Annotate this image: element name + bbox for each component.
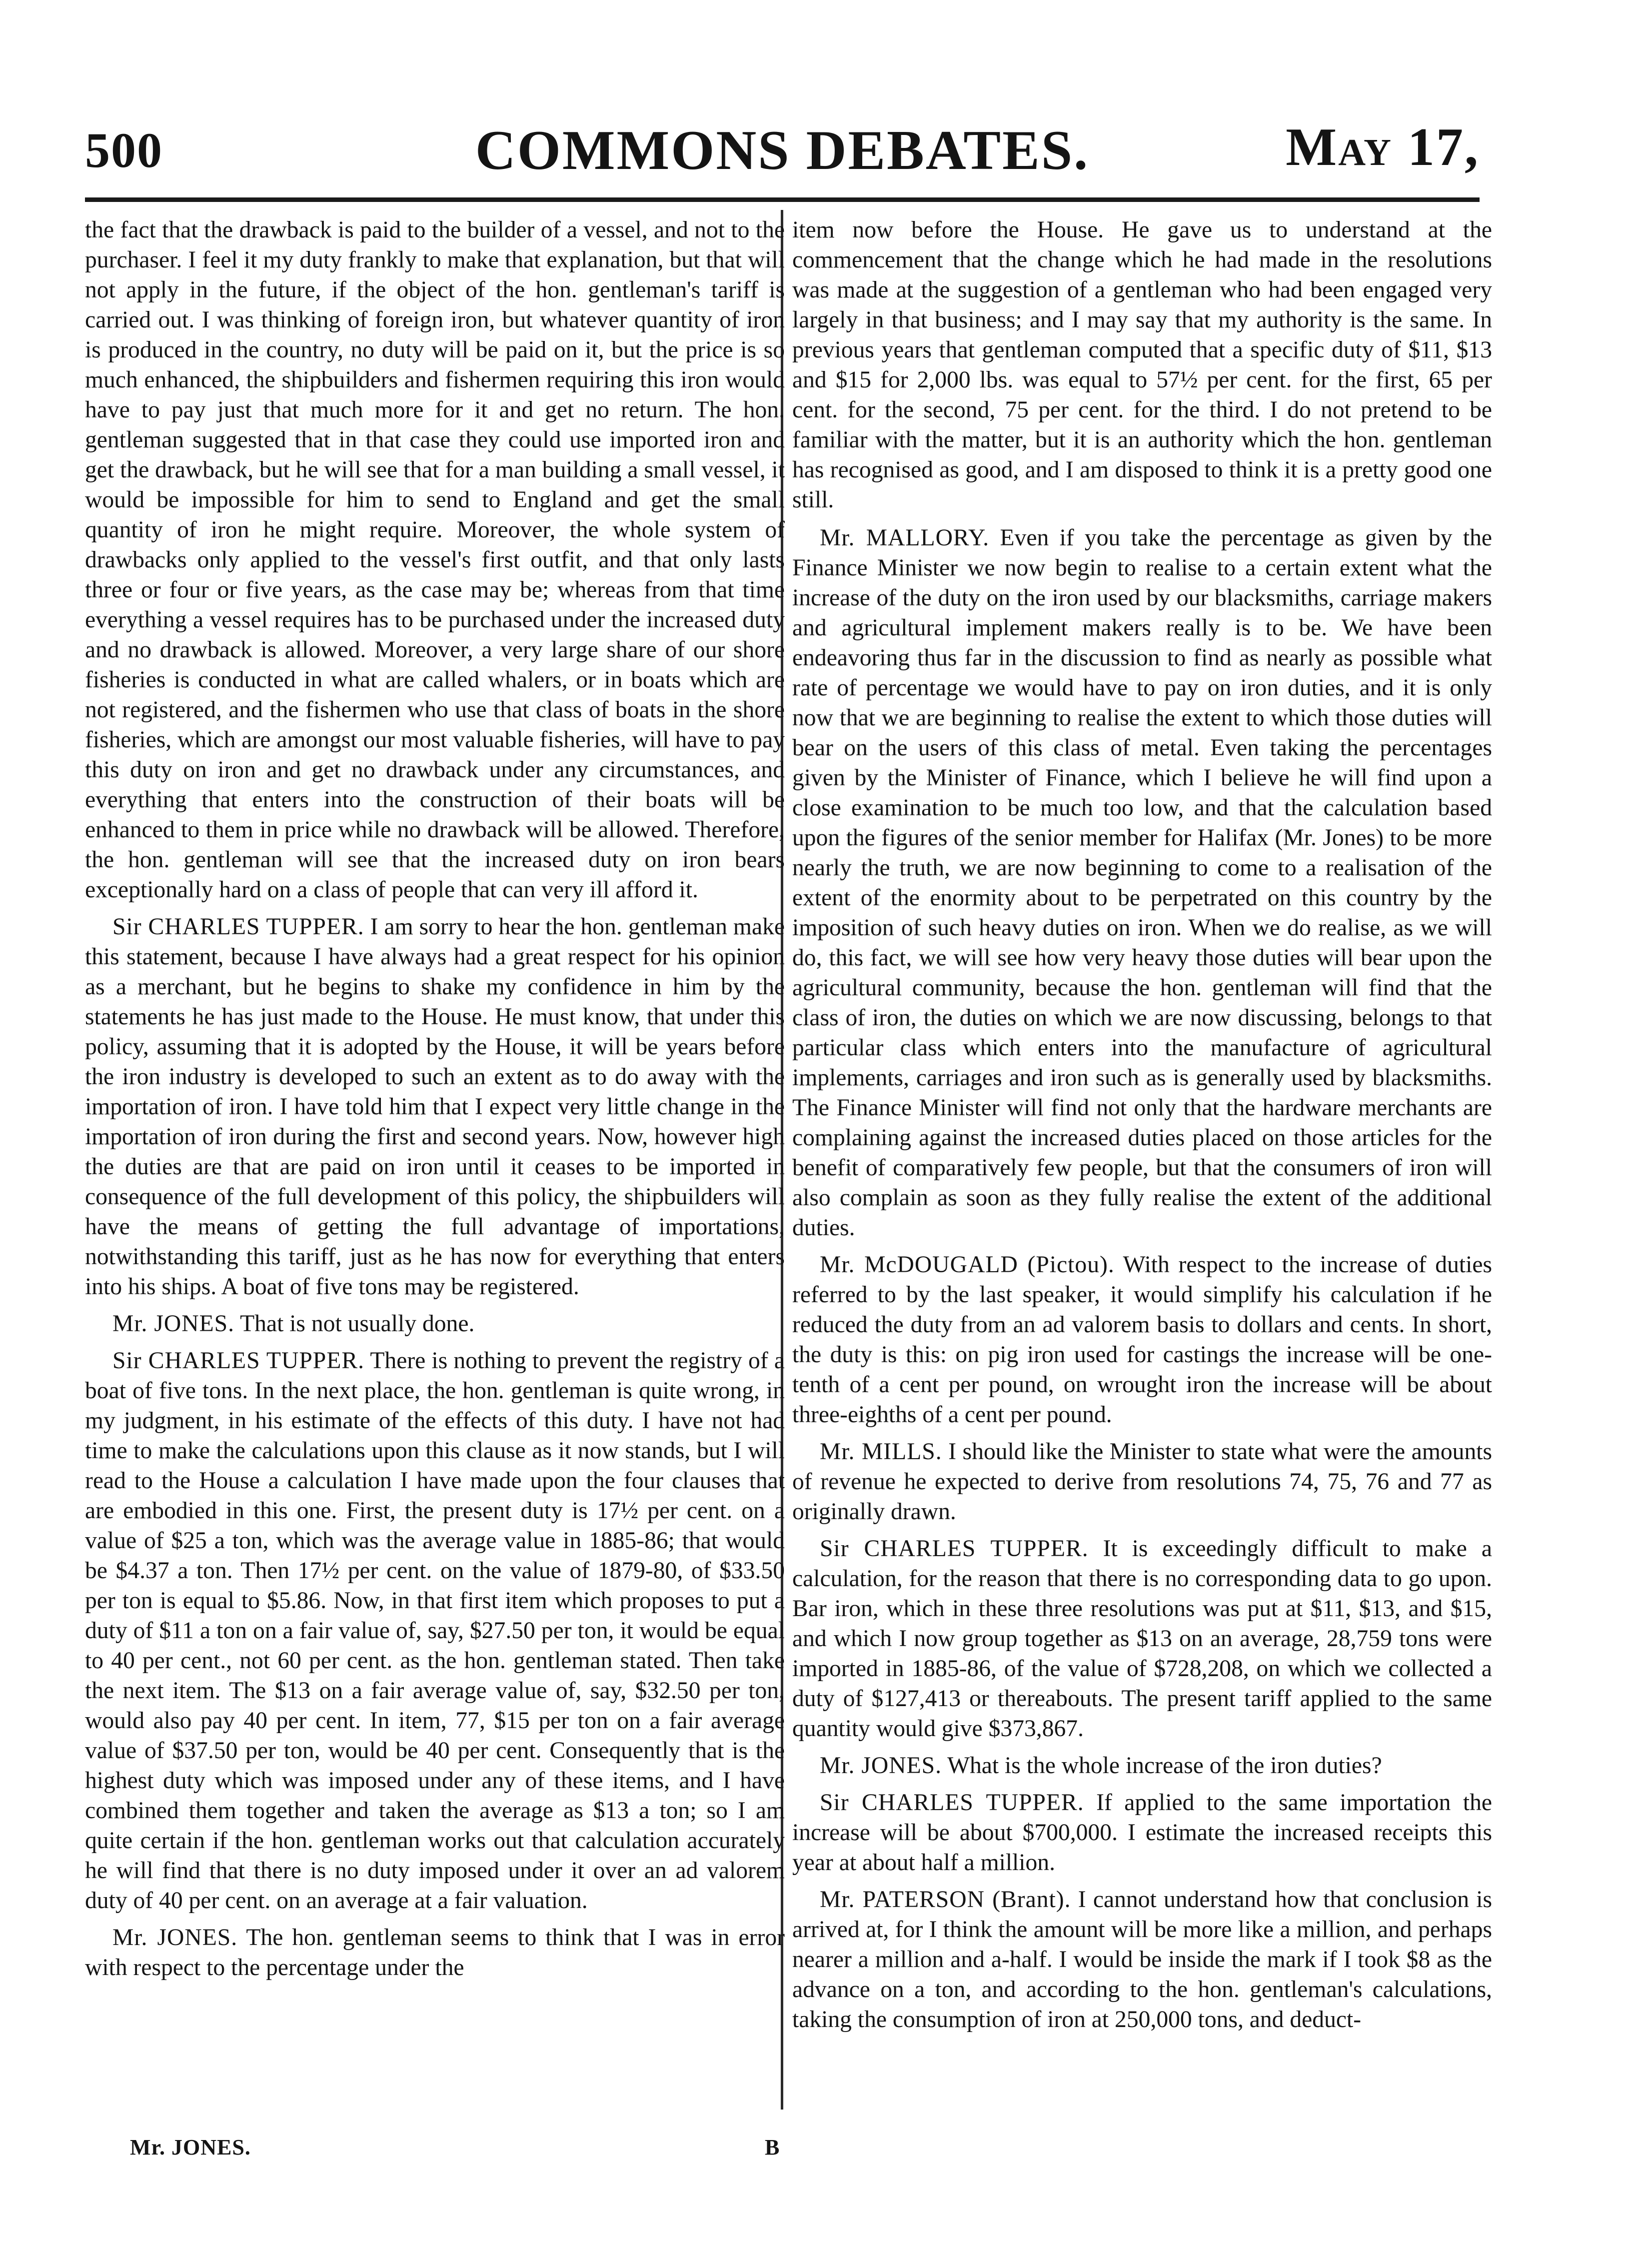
page-header <box>85 112 1480 187</box>
paragraph <box>792 215 1492 515</box>
header-date: May 17, <box>1286 117 1480 177</box>
paragraph <box>792 1751 1492 1781</box>
paragraph <box>85 215 785 905</box>
speaker-name: Sir CHARLES TUPPER. <box>112 1348 364 1374</box>
speaker-name: Sir CHARLES TUPPER. <box>820 1790 1084 1816</box>
paragraph <box>792 1437 1492 1527</box>
header-rule <box>85 197 1480 202</box>
paragraph-text: The hon. gentleman seems to think that I was in error with respect to the percentage under the <box>85 1925 785 1981</box>
paragraph-text: With respect to the increase of duties referred to by the last speaker, it would simplify his calculation if he reduced the duty from an ad valorem basis to dollars and cents. In short, the duty is this: on pig iron used for castings the increase will be one-tenth of a cent per pound, on wrought iron the increase will be about three-eighths of a cent per pound. <box>792 1252 1492 1428</box>
paragraph-text: I cannot understand how that conclusion is arrived at, for I think the amount will be more like a million, and perhaps nearer a million and a-half. I would be inside the mark if I took $8 as the advance on a ton, and according to the hon. gentleman's calculations, taking the consumption of iron at 250,000 tons, and deduct- <box>792 1887 1492 2033</box>
page-number: 500 <box>85 122 163 178</box>
speaker-name: Sir CHARLES TUPPER. <box>112 914 364 940</box>
catchword: Mr. JONES. <box>130 2135 251 2160</box>
paragraph-text: the fact that the drawback is paid to the builder of a vessel, and not to the purchaser. I feel it my duty frankly to make that explanation, but that will not apply in the future, if the object of the hon. gentleman's tariff is carried out. I was thinking of foreign iron, but whatever quantity of iron is produced in the country, no duty will be paid on it, but the price is so much enhanced, the shipbuilders and fishermen requiring this iron would have to pay just that much more for it and get no return. The hon. gentleman suggested that in that case they could use imported iron and get the drawback, but he will see that for a man building a small vessel, it would be impossible for him to send to England and get the small quantity of iron he might require. Moreover, the whole system of drawbacks only applied to the vessel's first outfit, and that only lasts three or four or five years, as the case may be; whereas from that time everything a vessel requires has to be purchased under the increased duty and no drawback is allowed. Moreover, a very large share of our shore fisheries is conducted in what are called whalers, or in boats which are not registered, and the fishermen who use that class of boats in the shore fisheries, which are amongst our most valuable fisheries, will have to pay this duty on iron and get no drawback under any circumstances, and everything that enters into the construction of their boats will be enhanced to them in price while no drawback will be allowed. Therefore, the hon. gentleman will see that the increased duty on iron bears exceptionally hard on a class of people that can very ill afford it. <box>85 217 785 903</box>
speaker-name: Mr. MALLORY. <box>820 525 990 551</box>
paragraph <box>85 1346 785 1916</box>
paragraph <box>85 912 785 1302</box>
paragraph <box>85 1923 785 1983</box>
speaker-name: Sir CHARLES TUPPER. <box>820 1536 1089 1562</box>
left-column <box>85 215 785 2115</box>
speaker-name: Mr. JONES. <box>820 1753 942 1779</box>
speaker-name: Mr. JONES. <box>112 1311 235 1337</box>
paragraph <box>792 1885 1492 2035</box>
paragraph-text: Even if you take the percentage as given by the Finance Minister we now begin to realise to a certain extent what the increase of the duty on the iron used by our blacksmiths, carriage makers and agricultural implement makers really is to be. We have been endeavoring thus far in the discussion to find as nearly as possible what rate of percentage we would have to pay on iron duties, and it is only now that we are beginning to realise the extent to which those duties will bear on the users of this class of metal. Even taking the percentages given by the Minister of Finance, which I believe he will find upon a close examination to be much too low, and that the calculation based upon the figures of the senior member for Halifax (Mr. Jones) to be more nearly the truth, we are now beginning to come to a realisation of the extent of the enormity about to be perpetrated on this country by the imposition of such heavy duties on iron. When we do realise, as we will do, this fact, we will see how very heavy those duties will bear upon the agricultural community, because the hon. gentleman will find that the class of iron, the duties on which we are now discussing, belongs to that particular class which enters into the manufacture of agricultural implements, carriages and iron such as is generally used by blacksmiths. The Finance Minister will find not only that the hardware merchants are complaining against the increased duties placed on those articles for the benefit of comparatively few people, but that the consumers of iron will also complain as soon as they fully realise the extent of the additional duties. <box>792 525 1492 1241</box>
paragraph-text: It is exceedingly difficult to make a calculation, for the reason that there is no corresponding data to go upon. Bar iron, which in these three resolutions was put at $11, $13, and $15, and which I now group together as $13 on an average, 28,759 tons were imported in 1885-86, of the value of $728,208, on which we collected a duty of $127,413 or thereabouts. The present tariff applied to the same quantity would give $373,867. <box>792 1536 1492 1742</box>
paragraph <box>792 1250 1492 1430</box>
paragraph <box>792 523 1492 1243</box>
paragraph-text: There is nothing to prevent the registry of a boat of five tons. In the next place, the hon. gentleman is quite wrong, in my judgment, in his estimate of the effects of this duty. I have not had time to make the calculations upon this clause as it now stands, but I will read to the House a calculation I have made upon the four clauses that are embodied in this one. First, the present duty is 17½ per cent. on a value of $25 a ton, which was the average value in 1885-86; that would be $4.37 a ton. Then 17½ per cent. on the value of 1879-80, of $33.50 per ton is equal to $5.86. Now, in that first item which proposes to put a duty of $11 a ton on a fair value of, say, $27.50 per ton, it would be equal to 40 per cent., not 60 per cent. as the hon. gentleman stated. Then take the next item. The $13 on a fair average value of, say, $32.50 per ton, would also pay 40 per cent. In item, 77, $15 per ton on a fair average value of $37.50 per ton, would be 40 per cent. Consequently that is the highest duty which was imposed under any of these items, and I have combined them together and taken the average as $13 a ton; so I am quite certain if the hon. gentleman works out that calculation accurately he will find that there is no duty imposed under it over an ad valorem duty of 40 per cent. on an average at a fair valuation. <box>85 1348 785 1914</box>
paragraph-text: If applied to the same importation the increase will be about $700,000. I estimate the increased receipts this year at about half a million. <box>792 1790 1492 1876</box>
paragraph <box>792 1534 1492 1744</box>
paragraph-text: item now before the House. He gave us to understand at the commencement that the change which he had made in the resolutions was made at the suggestion of a gentleman who had been engaged very largely in that business; and I may say that my authority is the same. In previous years that gentleman computed that a specific duty of $11, $13 and $15 for 2,000 lbs. was equal to 57½ per cent. for the first, 65 per cent. for the second, 75 per cent. for the third. I do not pretend to be familiar with the matter, but it is an authority which the hon. gentleman has recognised as good, and I am disposed to think it is a pretty good one still. <box>792 217 1492 513</box>
paragraph-text: What is the whole increase of the iron duties? <box>947 1753 1382 1779</box>
speaker-name: Mr. PATERSON (Brant). <box>820 1887 1071 1913</box>
signature-mark: B <box>765 2135 780 2160</box>
speaker-name: Mr. McDOUGALD (Pictou). <box>820 1252 1115 1278</box>
paragraph <box>85 1309 785 1339</box>
paragraph-text: I am sorry to hear the hon. gentleman make this statement, because I have always had a great respect for his opinion as a merchant, but he begins to shake my confidence in him by the statements he has just made to the House. He must know, that under this policy, assuming that it is adopted by the House, it will be years before the iron industry is developed to such an extent as to do away with the importation of iron. I have told him that I expect very little change in the importation of iron during the first and second years. Now, however high the duties are that are paid on iron until it ceases to be imported in consequence of the full development of this policy, the shipbuilders will have the means of getting the full advantage of importations, notwithstanding this tariff, just as he has now for everything that enters into his ships. A boat of five tons may be registered. <box>85 914 785 1300</box>
running-title: COMMONS DEBATES. <box>475 119 1090 181</box>
speaker-name: Mr. MILLS. <box>820 1439 942 1465</box>
right-column <box>792 215 1492 2115</box>
paragraph-text: I should like the Minister to state what were the amounts of revenue he expected to derive from resolutions 74, 75, 76 and 77 as originally drawn. <box>792 1439 1492 1525</box>
paragraph <box>792 1788 1492 1878</box>
speaker-name: Mr. JONES. <box>112 1925 238 1951</box>
paragraph-text: That is not usually done. <box>240 1311 475 1337</box>
page-footer <box>85 2135 1480 2175</box>
